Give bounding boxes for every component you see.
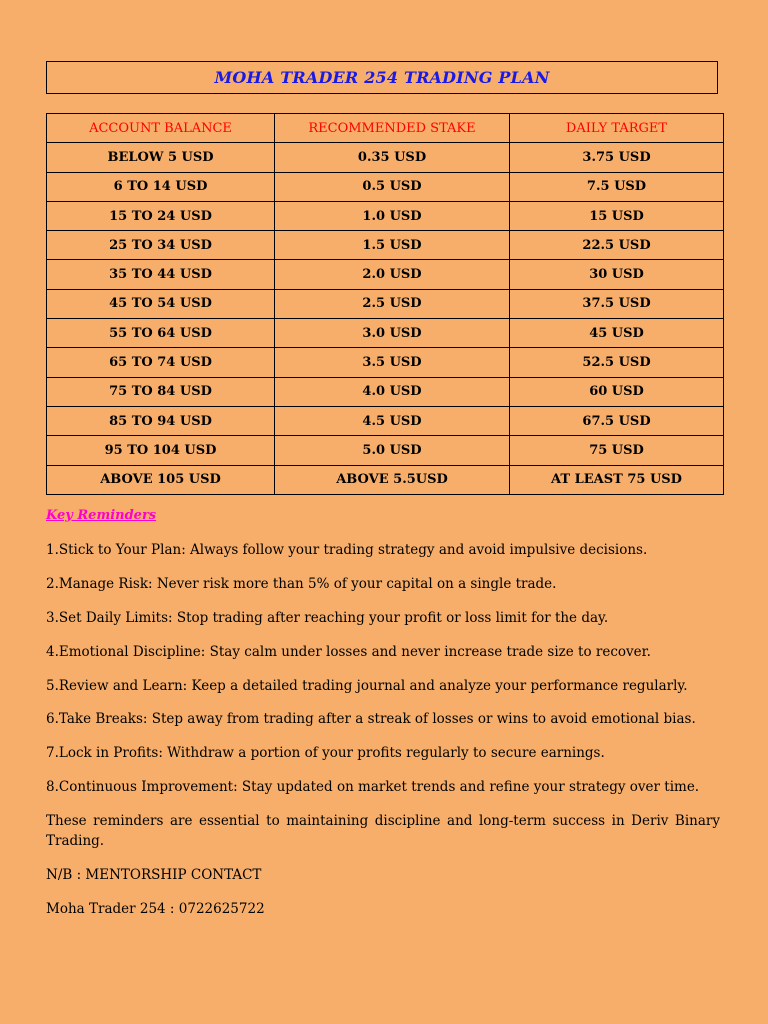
reminder-item: 1.Stick to Your Plan: Always follow your trading strategy and avoid impulsive decisions. (46, 542, 648, 558)
table-row (47, 465, 724, 494)
cell-account-balance: 55 TO 64 USD (47, 319, 275, 348)
cell-recommended-stake: 2.5 USD (275, 289, 510, 318)
table-row (47, 260, 724, 289)
closing-paragraph: These reminders are essential to maintaining discipline and long-term success in Deriv Binary Trading. (46, 813, 720, 849)
reminder-item: 2.Manage Risk: Never risk more than 5% of your capital on a single trade. (46, 576, 557, 592)
cell-daily-target: 75 USD (510, 436, 724, 465)
reminder-item: 6.Take Breaks: Step away from trading after a streak of losses or wins to avoid emotional bias. (46, 711, 696, 727)
cell-account-balance: 15 TO 24 USD (47, 201, 275, 230)
cell-recommended-stake: 3.5 USD (275, 348, 510, 377)
cell-daily-target: 60 USD (510, 377, 724, 406)
table-row (47, 143, 724, 172)
cell-account-balance: 65 TO 74 USD (47, 348, 275, 377)
cell-recommended-stake: 1.5 USD (275, 231, 510, 260)
cell-account-balance: 35 TO 44 USD (47, 260, 275, 289)
table-row (47, 289, 724, 318)
header-recommended-stake: RECOMMENDED STAKE (275, 114, 510, 143)
cell-account-balance: 25 TO 34 USD (47, 231, 275, 260)
page-title: MOHA TRADER 254 TRADING PLAN (214, 68, 550, 87)
reminder-item: 4.Emotional Discipline: Stay calm under losses and never increase trade size to recover. (46, 644, 651, 660)
reminder-item: 5.Review and Learn: Keep a detailed trading journal and analyze your performance regularly. (46, 678, 688, 694)
cell-daily-target: 45 USD (510, 319, 724, 348)
reminder-item: 8.Continuous Improvement: Stay updated on market trends and refine your strategy over time. (46, 779, 700, 795)
cell-daily-target: 30 USD (510, 260, 724, 289)
cell-daily-target: 7.5 USD (510, 172, 724, 201)
cell-recommended-stake: 0.5 USD (275, 172, 510, 201)
cell-account-balance: 45 TO 54 USD (47, 289, 275, 318)
cell-daily-target: 22.5 USD (510, 231, 724, 260)
header-daily-target: DAILY TARGET (510, 114, 724, 143)
cell-account-balance: BELOW 5 USD (47, 143, 275, 172)
table-row (47, 348, 724, 377)
cell-recommended-stake: 0.35 USD (275, 143, 510, 172)
cell-recommended-stake: 5.0 USD (275, 436, 510, 465)
table-row (47, 231, 724, 260)
cell-recommended-stake: 4.5 USD (275, 406, 510, 435)
cell-account-balance: 95 TO 104 USD (47, 436, 275, 465)
mentorship-note: N/B : MENTORSHIP CONTACT (46, 867, 262, 883)
cell-recommended-stake: 3.0 USD (275, 319, 510, 348)
cell-daily-target: 67.5 USD (510, 406, 724, 435)
cell-recommended-stake: 2.0 USD (275, 260, 510, 289)
cell-daily-target: 15 USD (510, 201, 724, 230)
cell-daily-target: AT LEAST 75 USD (510, 465, 724, 494)
cell-account-balance: 75 TO 84 USD (47, 377, 275, 406)
cell-account-balance: 6 TO 14 USD (47, 172, 275, 201)
table-row (47, 319, 724, 348)
cell-recommended-stake: ABOVE 5.5USD (275, 465, 510, 494)
cell-account-balance: 85 TO 94 USD (47, 406, 275, 435)
reminder-item: 7.Lock in Profits: Withdraw a portion of your profits regularly to secure earnings. (46, 745, 605, 761)
table-header-row (47, 114, 724, 143)
table-row (47, 172, 724, 201)
table-row (47, 406, 724, 435)
cell-daily-target: 52.5 USD (510, 348, 724, 377)
cell-account-balance: ABOVE 105 USD (47, 465, 275, 494)
trading-plan-table (46, 113, 724, 495)
header-account-balance: ACCOUNT BALANCE (47, 114, 275, 143)
reminder-item: 3.Set Daily Limits: Stop trading after reaching your profit or loss limit for the day. (46, 610, 609, 626)
cell-daily-target: 37.5 USD (510, 289, 724, 318)
key-reminders-heading: Key Reminders (46, 508, 157, 523)
table-row (47, 377, 724, 406)
title-box (46, 61, 718, 94)
table-row (47, 436, 724, 465)
contact-line: Moha Trader 254 : 0722625722 (46, 901, 265, 917)
cell-daily-target: 3.75 USD (510, 143, 724, 172)
cell-recommended-stake: 4.0 USD (275, 377, 510, 406)
cell-recommended-stake: 1.0 USD (275, 201, 510, 230)
table-row (47, 201, 724, 230)
